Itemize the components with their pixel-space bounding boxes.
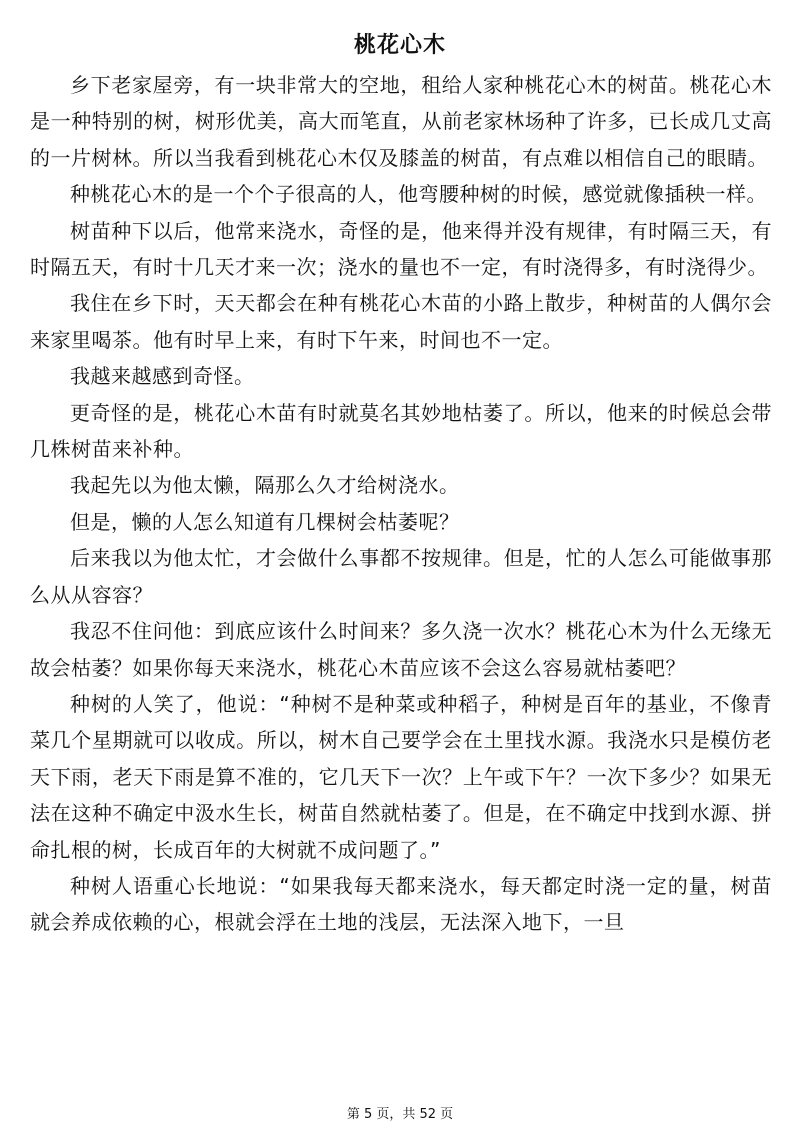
paragraph: 种桃花心木的是一个个子很高的人，他弯腰种树的时候，感觉就像插秧一样。 xyxy=(70,182,767,207)
paragraph: 种树人语重心长地说：“如果我每天都来浇水，每天都定时浇一定的量，树苗就会养成依赖的心，根就会浮在土地的浅层，无法深入地下，一旦 xyxy=(30,873,772,935)
paragraph: 我住在乡下时，天天都会在种有桃花心木苗的小路上散步，种树苗的人偶尔会来家里喝茶。他有时早上来，有时下午来，时间也不一定。 xyxy=(30,291,772,352)
paragraph: 乡下老家屋旁，有一块非常大的空地，租给人家种桃花心木的树苗。桃花心木是一种特别的树，树形优美，高大而笔直，从前老家林场种了许多，已长成几丈高的一片树林。所以当我看到桃花心木仅及膝盖的树苗，有点难以相信自己的眼睛。 xyxy=(30,73,772,170)
paragraph: 但是，懒的人怎么知道有几棵树会枯萎呢？ xyxy=(70,509,460,534)
paragraph: 种树的人笑了，他说：“种树不是种菜或种稻子，种树是百年的基业，不像青菜几个星期就可以收成。所以，树木自己要学会在土里找水源。我浇水只是模仿老天下雨，老天下雨是算不准的，它几天下一次？上午或下午？一次下多少？如果无法在这种不确定中汲水生长，树苗自然就枯萎了。但是，在不确定中找到水源、拼命扎根的树，长成百年的大树就不成问题了。” xyxy=(30,691,772,862)
paragraph: 更奇怪的是，桃花心木苗有时就莫名其妙地枯萎了。所以，他来的时候总会带几株树苗来补种。 xyxy=(30,400,772,462)
paragraph: 后来我以为他太忙，才会做什么事都不按规律。但是，忙的人怎么可能做事那么从从容容？ xyxy=(30,546,772,607)
paragraph: 我忍不住问他：到底应该什么时间来？多久浇一次水？桃花心木为什么无缘无故会枯萎？如果你每天来浇水，桃花心木苗应该不会这么容易就枯萎吧？ xyxy=(30,619,772,680)
paragraph: 树苗种下以后，他常来浇水，奇怪的是，他来得并没有规律，有时隔三天，有时隔五天，有时十几天才来一次；浇水的量也不一定，有时浇得多，有时浇得少。 xyxy=(30,218,772,280)
paragraph: 我越来越感到奇怪。 xyxy=(70,364,255,389)
article-body xyxy=(30,67,772,941)
paragraph: 我起先以为他太懒，隔那么久才给树浇水。 xyxy=(70,473,460,498)
page-footer: 第 5 页，共 52 页 xyxy=(346,1107,454,1122)
page-title: 桃花心木 xyxy=(353,33,446,58)
